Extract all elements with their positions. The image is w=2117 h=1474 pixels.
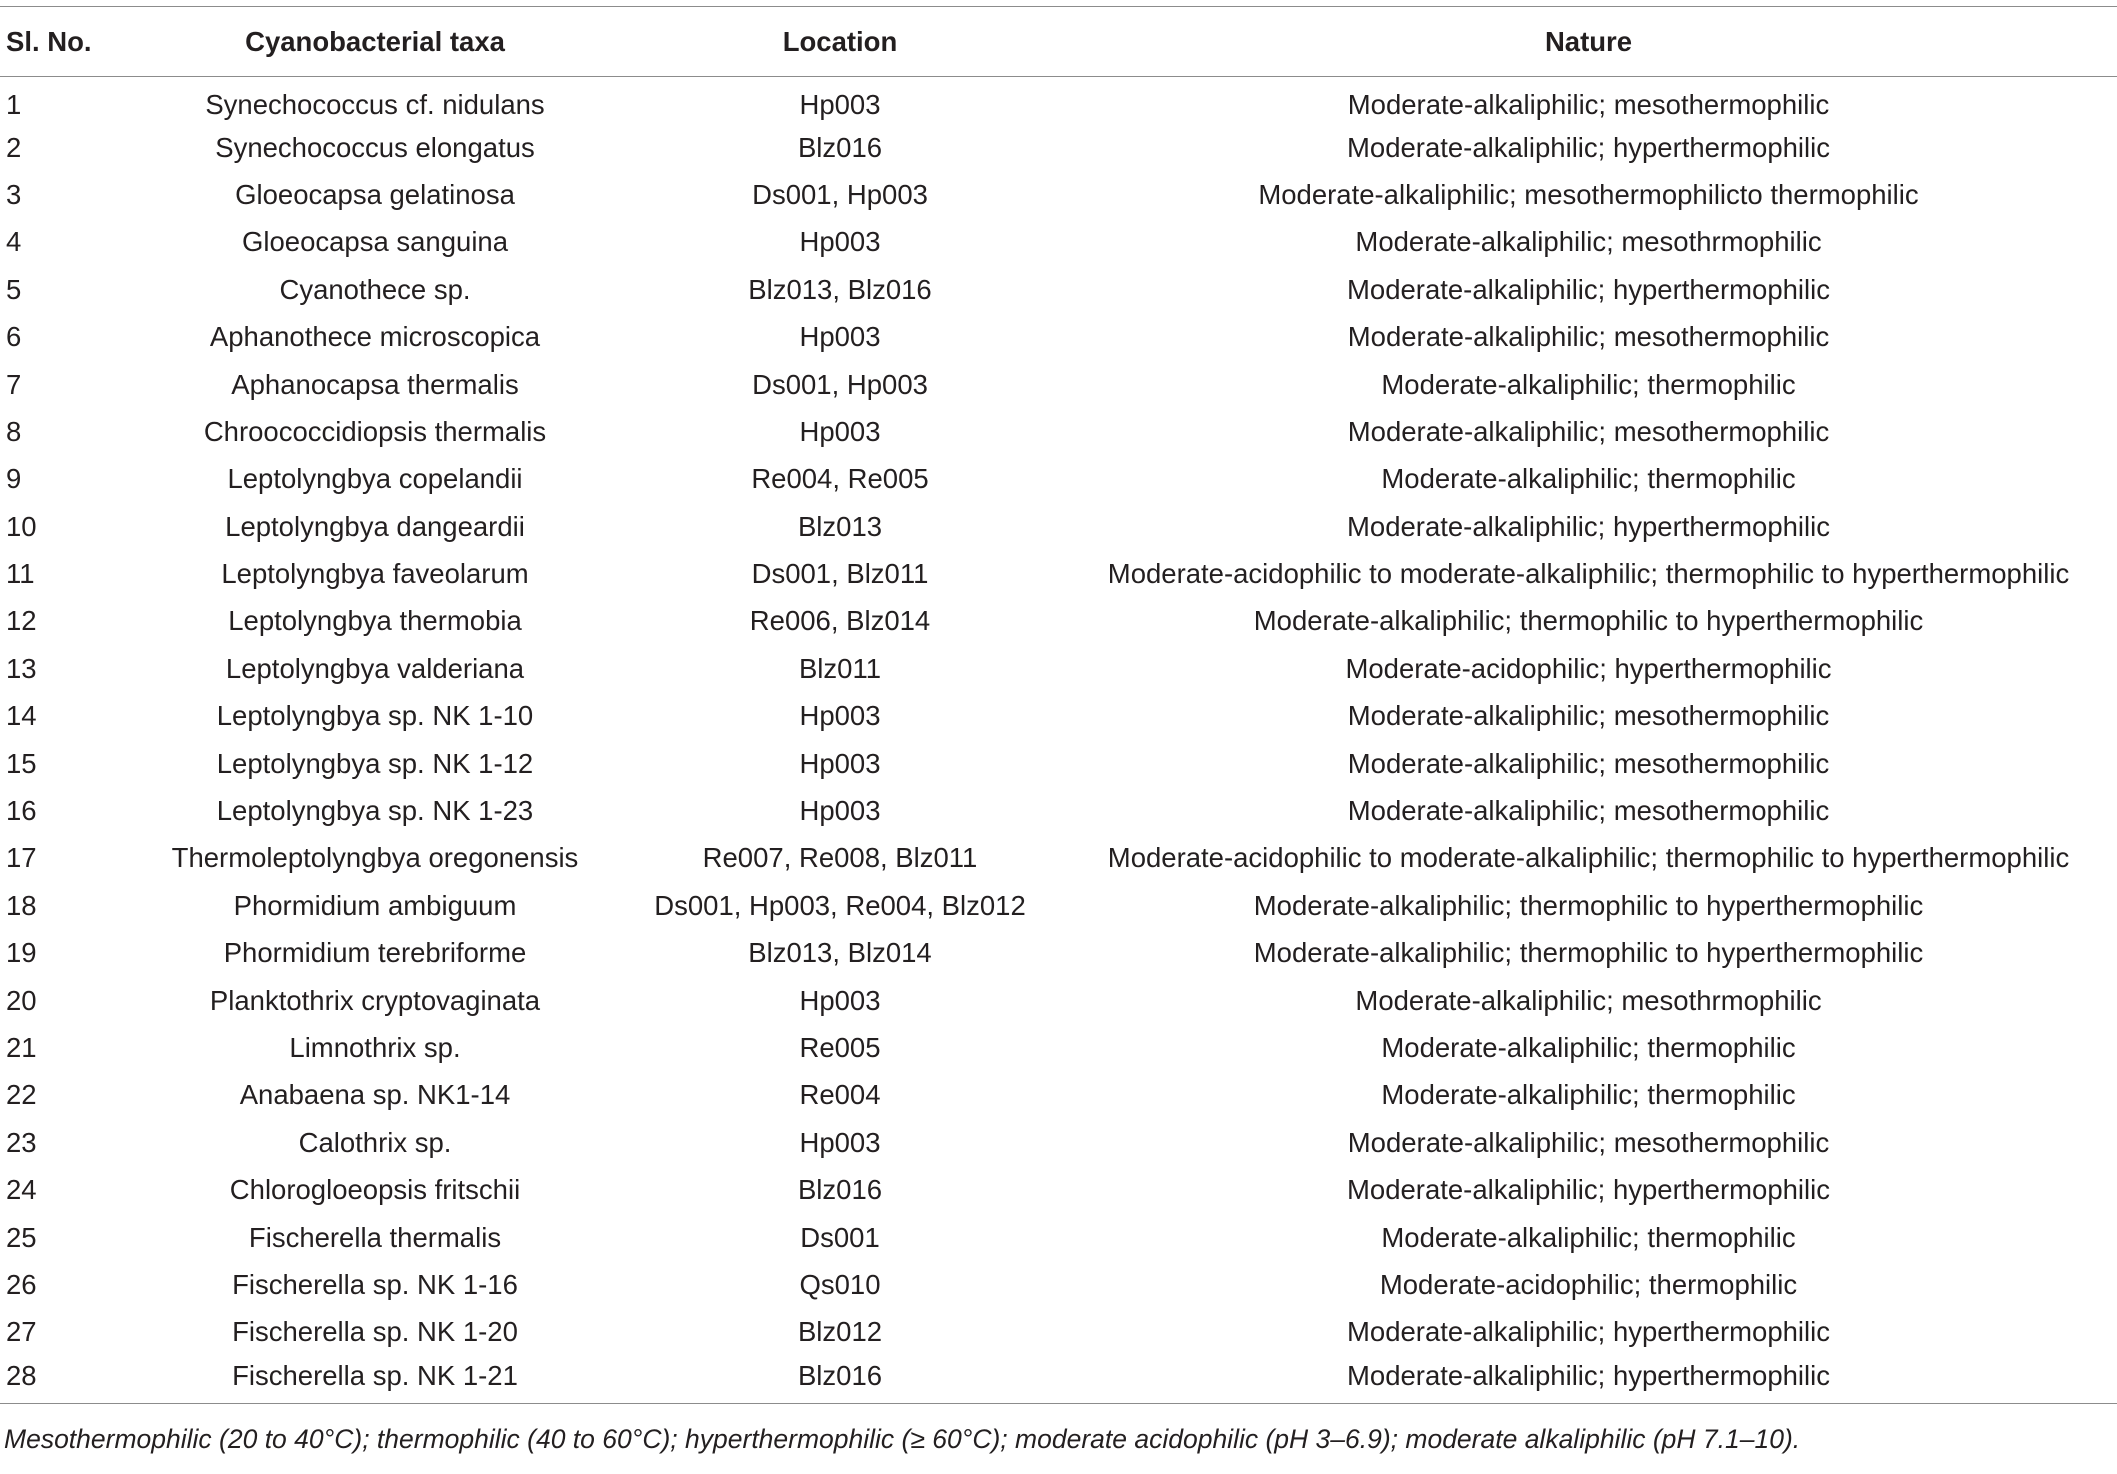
cell-location: Blz016 [797, 1174, 883, 1206]
cell-nature: Moderate-alkaliphilic; hyperthermophilic [1347, 1316, 1830, 1348]
table-row [0, 1261, 2117, 1308]
cell-nature: Moderate-acidophilic to moderate-alkaliphilic; thermophilic to hyperthermophilic [1107, 842, 2070, 874]
cell-location: Ds001, Hp003 [752, 368, 928, 400]
taxa-name-italic: Chroococcidiopsis thermalis [203, 415, 547, 447]
cell-sl-no: 12 [6, 605, 37, 637]
taxa-name-italic: Chlorogloeopsis fritschii [229, 1174, 521, 1206]
cell-taxa [130, 1072, 620, 1119]
cell-sl-no: 19 [6, 937, 37, 969]
taxa-name-italic: Synechococcus [205, 88, 398, 120]
taxa-qualifier: sp. [414, 1126, 452, 1158]
cell-location: Ds001, Hp003, Re004, Blz012 [654, 889, 1026, 921]
cell-location: Hp003 [799, 226, 881, 258]
cell-nature: Moderate-alkaliphilic; mesothermophilic [1347, 321, 1830, 353]
taxa-qualifier: sp. [423, 1032, 461, 1063]
cell-location: Blz016 [620, 1356, 1060, 1403]
cell-location: Hp003 [799, 984, 881, 1016]
taxa-qualifier: sp. [433, 273, 471, 305]
taxa-qualifier: sp. NK 1-12 [388, 747, 534, 779]
cell-nature: Moderate-alkaliphilic; hyperthermophilic [1347, 1174, 1830, 1206]
cell-location: Hp003 [799, 795, 881, 827]
cell-sl-no: 24 [6, 1174, 37, 1206]
cell-sl-no: 10 [6, 510, 37, 542]
cell-taxa [130, 456, 620, 503]
taxa-name-italic: Anabaena [239, 1079, 366, 1111]
cell-sl-no: 21 [6, 1032, 37, 1063]
taxa-name-italic: Leptolyngbya thermobia [228, 605, 522, 637]
cell-taxa [130, 977, 620, 1024]
table-row [0, 1072, 2117, 1119]
cell-sl-no: 28 [0, 1356, 130, 1403]
cell-taxa [130, 882, 620, 929]
cell-location: Blz012 [797, 1316, 883, 1348]
cell-taxa [130, 124, 620, 171]
taxa-qualifier: cf. [405, 88, 435, 120]
taxa-qualifier: sp. NK 1-21 [372, 1360, 518, 1392]
taxa-name-italic: Leptolyngbya valderiana [225, 652, 525, 684]
cell-taxa [130, 1356, 620, 1403]
cell-taxa [130, 1024, 620, 1071]
taxa-name-italic: Gloeocapsa sanguina [241, 226, 509, 258]
table-row [0, 787, 2117, 834]
table-row [0, 1024, 2117, 1071]
taxa-name-italic: Leptolyngbya [216, 795, 381, 827]
table-row [0, 124, 2117, 171]
cell-taxa [130, 1261, 620, 1308]
taxa-name-italic: Limnothrix [289, 1032, 417, 1063]
cell-sl-no: 15 [6, 747, 37, 779]
taxa-name-italic: Cyanothece [279, 273, 427, 305]
cell-nature: Moderate-alkaliphilic; mesothermophilic [1347, 415, 1830, 447]
cell-nature: Moderate-alkaliphilic; mesothrmophilic [1355, 984, 1822, 1016]
header-nature: Nature [1060, 7, 2117, 77]
taxa-qualifier: sp. NK 1-20 [372, 1316, 518, 1348]
cell-taxa [130, 503, 620, 550]
cell-sl-no: 8 [6, 415, 22, 447]
cell-nature: Moderate-alkaliphilic; hyperthermophilic [1347, 131, 1830, 163]
cell-sl-no: 18 [6, 889, 37, 921]
cell-nature: Moderate-acidophilic; hyperthermophilic [1345, 652, 1832, 684]
cell-sl-no: 23 [6, 1126, 37, 1158]
cell-nature: Moderate-alkaliphilic; thermophilic to hyperthermophilic [1253, 605, 1924, 637]
table-row [0, 456, 2117, 503]
cell-taxa [130, 77, 620, 124]
table-row [0, 266, 2117, 313]
cell-sl-no: 14 [6, 700, 37, 732]
cell-nature: Moderate-alkaliphilic; hyperthermophilic [1347, 510, 1830, 542]
cell-sl-no: 7 [6, 368, 22, 400]
taxa-name-italic: Gloeocapsa gelatinosa [235, 178, 515, 210]
cell-location: Hp003 [799, 1126, 881, 1158]
cell-taxa [130, 1309, 620, 1356]
cell-sl-no: 27 [6, 1316, 37, 1348]
cell-sl-no: 9 [6, 463, 22, 495]
cell-nature: Moderate-alkaliphilic; thermophilic [1381, 1032, 1796, 1063]
table-row [0, 930, 2117, 977]
cell-taxa [130, 1214, 620, 1261]
cell-nature: Moderate-alkaliphilic; mesothermophilic [1347, 88, 1830, 120]
taxa-qualifier: sp. NK 1-10 [388, 700, 534, 732]
taxa-name-italic: Leptolyngbya faveolarum [221, 558, 529, 590]
cell-location: Re005 [799, 1032, 881, 1063]
taxa-name-italic: Fischerella thermalis [248, 1221, 502, 1253]
taxa-name-italic: Phormidium terebriforme [223, 937, 527, 969]
taxa-name-italic: Leptolyngbya dangeardii [225, 510, 525, 542]
cell-sl-no: 11 [6, 558, 35, 590]
cell-location: Blz013 [797, 510, 883, 542]
cell-taxa [130, 313, 620, 360]
table-row [0, 1214, 2117, 1261]
cell-taxa [130, 550, 620, 597]
cell-location: Blz016 [797, 131, 883, 163]
header-row [0, 7, 2117, 77]
table-row [0, 693, 2117, 740]
cell-taxa [130, 598, 620, 645]
table-row [0, 835, 2117, 882]
cell-location: Hp003 [799, 88, 881, 120]
cell-taxa [130, 835, 620, 882]
cell-taxa [130, 266, 620, 313]
cell-sl-no: 5 [6, 273, 22, 305]
cell-taxa [130, 408, 620, 455]
cell-location: Blz013, Blz014 [748, 937, 932, 969]
cell-sl-no: 3 [6, 178, 22, 210]
cell-sl-no: 22 [6, 1079, 37, 1111]
table-row [0, 1166, 2117, 1213]
table-row [0, 361, 2117, 408]
taxa-name-italic: Leptolyngbya [216, 700, 381, 732]
taxa-qualifier: sp. NK 1-23 [388, 795, 534, 827]
cell-nature: Moderate-alkaliphilic; thermophilic to hyperthermophilic [1253, 937, 1924, 969]
cell-location: Qs010 [799, 1268, 881, 1300]
taxa-name-italic: Calothrix [298, 1126, 408, 1158]
table-row [0, 550, 2117, 597]
cell-taxa [130, 1166, 620, 1213]
table-row [0, 219, 2117, 266]
cell-location: Hp003 [799, 415, 881, 447]
table-row [0, 77, 2117, 124]
cell-nature: Moderate-alkaliphilic; thermophilic [1381, 1079, 1796, 1111]
table-row [0, 1309, 2117, 1356]
cell-taxa [130, 693, 620, 740]
cell-nature: Moderate-alkaliphilic; mesothermophilic [1347, 1126, 1830, 1158]
cell-sl-no: 16 [6, 795, 37, 827]
taxa-qualifier: sp. NK 1-16 [372, 1268, 518, 1300]
cell-location: Blz011 [798, 652, 882, 684]
taxa-name-italic: Fischerella [232, 1316, 366, 1348]
table-row [0, 408, 2117, 455]
cell-sl-no: 13 [6, 652, 37, 684]
cell-location: Ds001 [800, 1221, 880, 1253]
cell-sl-no: 17 [6, 842, 37, 874]
taxa-name-italic: Aphanothece microscopica [209, 321, 541, 353]
cell-location: Re007, Re008, Blz011 [702, 842, 978, 874]
taxa-name-italic: Fischerella [232, 1268, 366, 1300]
cell-sl-no: 26 [6, 1268, 37, 1300]
cell-location: Re004 [799, 1079, 881, 1111]
cell-taxa [130, 171, 620, 218]
taxa-name-italic: Aphanocapsa thermalis [231, 368, 519, 400]
taxa-name-italic: Planktothrix cryptovaginata [209, 984, 541, 1016]
cell-nature: Moderate-acidophilic; thermophilic [1379, 1268, 1798, 1300]
cell-sl-no: 4 [6, 226, 22, 258]
table-row [0, 1356, 2117, 1403]
table-header [0, 7, 2117, 77]
taxa-species-italic: nidulans [442, 88, 545, 120]
cell-location: Hp003 [799, 747, 881, 779]
taxa-name-italic: Phormidium ambiguum [233, 889, 517, 921]
cell-sl-no: 6 [6, 321, 22, 353]
cell-nature: Moderate-alkaliphilic; mesothermophilic [1347, 795, 1830, 827]
header-location: Location [620, 7, 1060, 77]
taxa-qualifier: sp. NK1-14 [372, 1079, 511, 1111]
taxa-name-italic: Leptolyngbya [216, 747, 381, 779]
table-row [0, 1119, 2117, 1166]
cell-nature: Moderate-acidophilic to moderate-alkaliphilic; thermophilic to hyperthermophilic [1107, 558, 2070, 590]
cell-nature: Moderate-alkaliphilic; mesothermophilic [1347, 747, 1830, 779]
cell-taxa [130, 361, 620, 408]
cell-taxa [130, 219, 620, 266]
header-taxa: Cyanobacterial taxa [130, 7, 620, 77]
cell-location: Re004, Re005 [751, 463, 929, 495]
cell-sl-no: 25 [6, 1221, 37, 1253]
cell-taxa [130, 740, 620, 787]
table-row [0, 313, 2117, 360]
cell-location: Blz013, Blz016 [748, 273, 932, 305]
table-body [0, 77, 2117, 1404]
taxa-name-italic: Fischerella [232, 1360, 366, 1392]
cell-nature: Moderate-alkaliphilic; mesothrmophilic [1355, 226, 1822, 258]
cell-nature: Moderate-alkaliphilic; hyperthermophilic [1060, 1356, 2117, 1403]
cell-nature: Moderate-alkaliphilic; thermophilic [1381, 1221, 1796, 1253]
table-row [0, 598, 2117, 645]
cell-taxa [130, 645, 620, 692]
taxa-name-italic: Leptolyngbya copelandii [227, 463, 523, 495]
cell-location: Re006, Blz014 [749, 605, 931, 637]
table-row [0, 740, 2117, 787]
table-row [0, 882, 2117, 929]
table-row [0, 977, 2117, 1024]
cell-sl-no: 1 [6, 88, 22, 120]
cell-taxa [130, 787, 620, 834]
cell-nature: Moderate-alkaliphilic; hyperthermophilic [1347, 273, 1830, 305]
cell-taxa [130, 930, 620, 977]
cell-location: Hp003 [799, 321, 881, 353]
taxa-name-italic: Thermoleptolyngbya oregonensis [171, 842, 579, 874]
cell-nature: Moderate-alkaliphilic; mesothermophilic [1347, 700, 1830, 732]
header-sl-no: Sl. No. [0, 7, 130, 77]
cell-nature: Moderate-alkaliphilic; mesothermophilicto thermophilic [1258, 178, 1919, 210]
cell-location: Ds001, Blz011 [751, 558, 929, 590]
cell-sl-no: 20 [6, 984, 37, 1016]
cell-location: Ds001, Hp003 [752, 178, 928, 210]
cyanobacteria-table [0, 6, 2117, 1404]
cell-location: Hp003 [799, 700, 881, 732]
taxa-name-italic: Synechococcus elongatus [215, 131, 535, 163]
cell-sl-no: 2 [6, 131, 22, 163]
cell-nature: Moderate-alkaliphilic; thermophilic to hyperthermophilic [1253, 889, 1924, 921]
table-row [0, 171, 2117, 218]
table-footnote: Mesothermophilic (20 to 40°C); thermophilic (40 to 60°C); hyperthermophilic (≥ 60°C); moderate acidophilic (pH 3–6.9); moderate alkaliphilic (pH 7.1–10). [4, 1424, 1801, 1454]
cell-taxa [130, 1119, 620, 1166]
cell-nature: Moderate-alkaliphilic; thermophilic [1381, 463, 1796, 495]
table-row [0, 645, 2117, 692]
cell-nature: Moderate-alkaliphilic; thermophilic [1381, 368, 1796, 400]
table-row [0, 503, 2117, 550]
